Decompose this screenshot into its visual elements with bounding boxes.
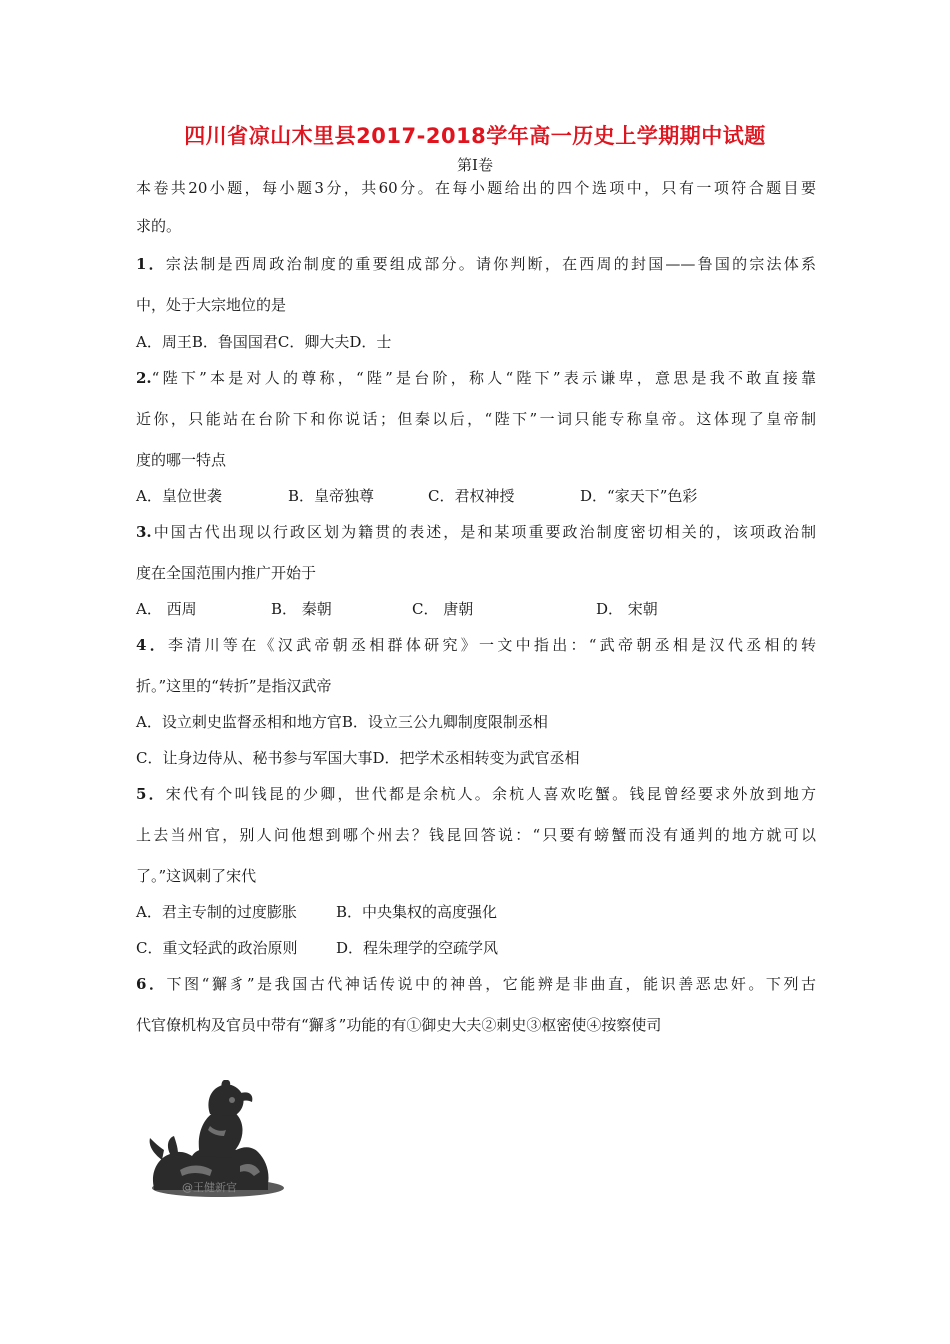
question-2 [136, 368, 816, 388]
question-6 [136, 974, 816, 994]
option-d: D．程朱理学的空疏学风 [336, 939, 499, 957]
question-text: 下图“獬豸”是我国古代神话传说中的神兽，它能辨是非曲直，能识善恶忠奸。下列古 [166, 975, 817, 993]
question-text-line: 折。”这里的“转折”是指汉武帝 [136, 677, 332, 695]
question-number: 5． [136, 785, 166, 803]
section-heading: 第Ⅰ卷 [457, 156, 493, 174]
question-text-line: 近你，只能站在台阶下和你说话；但秦以后，“陛下”一词只能专称皇帝。这体现了皇帝制 [136, 410, 816, 428]
option-c: C． 唐朝 [412, 600, 474, 618]
option-a: A．皇位世袭 [136, 487, 222, 505]
question-3 [136, 522, 816, 542]
options-row-cd: C．让身边侍从、秘书参与军国大事D．把学术丞相转变为武官丞相 [136, 749, 580, 767]
option-b: B．中央集权的高度强化 [336, 903, 498, 921]
question-text: 宗法制是西周政治制度的重要组成部分。请你判断，在西周的封国——鲁国的宗法体系 [165, 255, 816, 273]
question-number: 3. [136, 523, 152, 541]
options-row-ab: A．设立刺史监督丞相和地方官B．设立三公九卿制度限制丞相 [136, 713, 548, 731]
question-text-line: 上去当州官，别人问他想到哪个州去？钱昆回答说：“只要有螃蟹而没有通判的地方就可以 [136, 826, 816, 844]
question-5 [136, 784, 816, 804]
question-text: 李清川等在《汉武帝朝丞相群体研究》一文中指出：“武帝朝丞相是汉代丞相的转 [168, 636, 816, 654]
question-number: 2. [136, 369, 152, 387]
question-text-line: 度在全国范围内推广开始于 [136, 564, 317, 582]
question-text-line: 代官僚机构及官员中带有“獬豸”功能的有①御史大夫②刺史③枢密使④按察使司 [136, 1016, 662, 1034]
option-a: A． 西周 [136, 600, 197, 618]
intro-line: 本卷共20小题，每小题3分，共60分。在每小题给出的四个选项中，只有一项符合题目要 [136, 179, 816, 197]
question-text-line: 中，处于大宗地位的是 [136, 296, 287, 314]
question-text-line: 了。”这讽刺了宋代 [136, 867, 257, 885]
option-c: C．重文轻武的政治原则 [136, 939, 298, 957]
question-text-line: 度的哪一特点 [136, 451, 227, 469]
question-1-options: A．周王B．鲁国国君C．卿大夫D．士 [136, 333, 392, 351]
question-number: 6． [136, 975, 167, 993]
question-text: 宋代有个叫钱昆的少卿，世代都是余杭人。余杭人喜欢吃蟹。钱昆曾经要求外放到地方 [165, 785, 816, 803]
question-text: “陛下”本是对人的尊称，“陛”是台阶，称人“陛下”表示谦卑，意思是我不敢直接靠 [151, 369, 816, 387]
option-b: B． 秦朝 [271, 600, 332, 618]
option-a: A．君主专制的过度膨胀 [136, 903, 297, 921]
question-4 [136, 635, 816, 655]
option-b: B．皇帝独尊 [288, 487, 375, 505]
question-number: 1． [136, 255, 166, 273]
option-d: D． 宋朝 [596, 600, 658, 618]
question-number: 4． [136, 636, 169, 654]
image-watermark: @王健新官 [182, 1181, 237, 1194]
intro-line: 求的。 [136, 217, 182, 235]
document-title: 四川省凉山木里县2017-2018学年高一历史上学期期中试题 [184, 124, 766, 148]
option-c: C．君权神授 [428, 487, 515, 505]
question-1 [136, 254, 816, 274]
option-d: D．“家天下”色彩 [580, 487, 698, 505]
question-text: 中国古代出现以行政区划为籍贯的表述，是和某项重要政治制度密切相关的，该项政治制 [151, 523, 816, 541]
